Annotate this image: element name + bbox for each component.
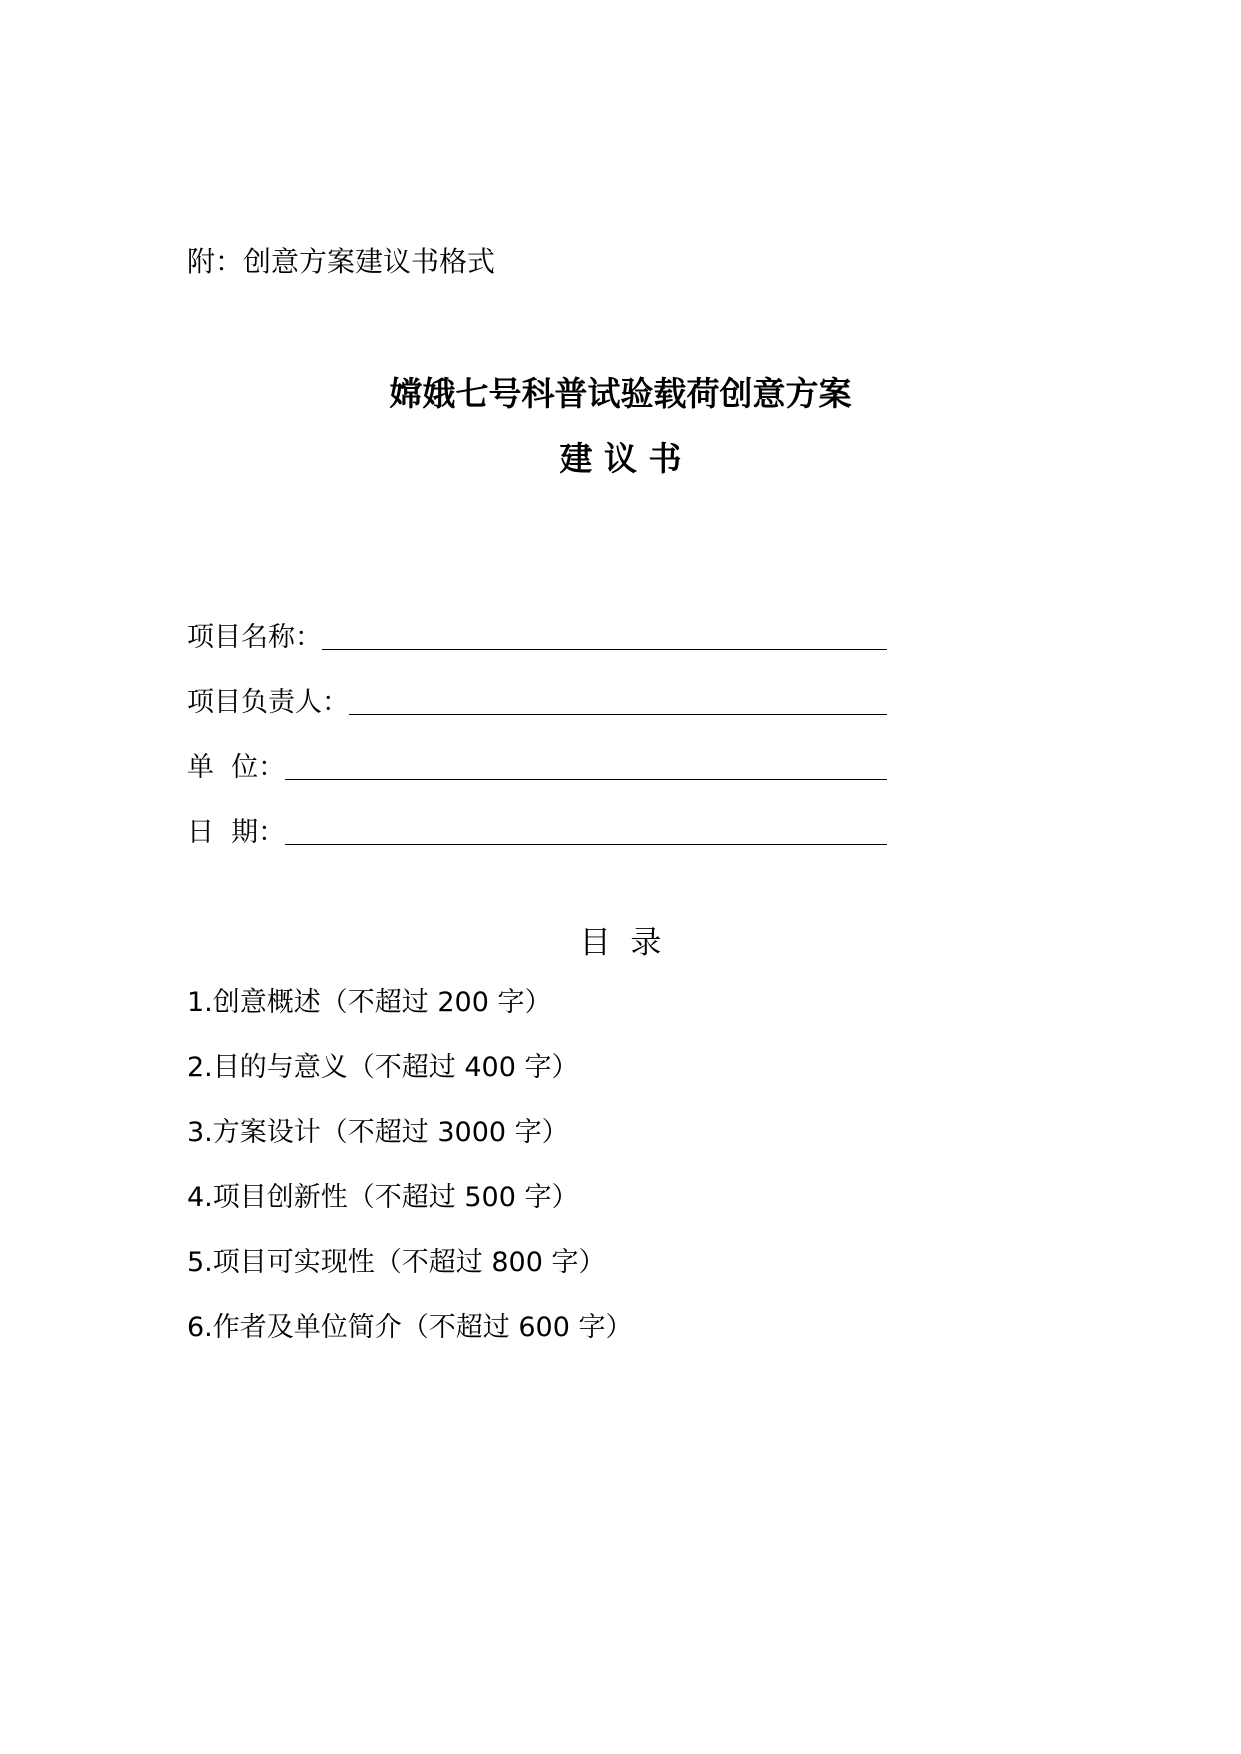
toc-title: 目 录: [579, 925, 662, 961]
project-name-blank: [322, 621, 887, 650]
project-leader-blank: [349, 686, 887, 715]
project-name-label: 项目名称：: [187, 622, 322, 653]
document-subtitle: 建 议 书: [559, 439, 682, 478]
project-name-field: [187, 612, 887, 656]
organization-blank: [285, 751, 887, 780]
organization-field: [187, 742, 887, 786]
toc-item: 5.项目可实现性（不超过 800 字）: [187, 1247, 606, 1278]
toc-item: 2.目的与意义（不超过 400 字）: [187, 1052, 579, 1083]
document-title: 嫦娥七号科普试验载荷创意方案: [389, 374, 852, 413]
date-label: 日 期：: [187, 817, 286, 848]
toc-item: 3.方案设计（不超过 3000 字）: [187, 1117, 569, 1148]
toc-item: 6.作者及单位简介（不超过 600 字）: [187, 1312, 633, 1343]
toc-item: 4.项目创新性（不超过 500 字）: [187, 1182, 579, 1213]
project-leader-label: 项目负责人：: [187, 687, 349, 718]
date-blank: [285, 816, 887, 845]
organization-label: 单 位：: [187, 752, 286, 783]
project-leader-field: [187, 677, 887, 721]
attachment-note: 附：创意方案建议书格式: [187, 245, 496, 278]
date-field: [187, 807, 887, 851]
toc-item: 1.创意概述（不超过 200 字）: [187, 987, 552, 1018]
toc-list: [187, 985, 632, 1375]
